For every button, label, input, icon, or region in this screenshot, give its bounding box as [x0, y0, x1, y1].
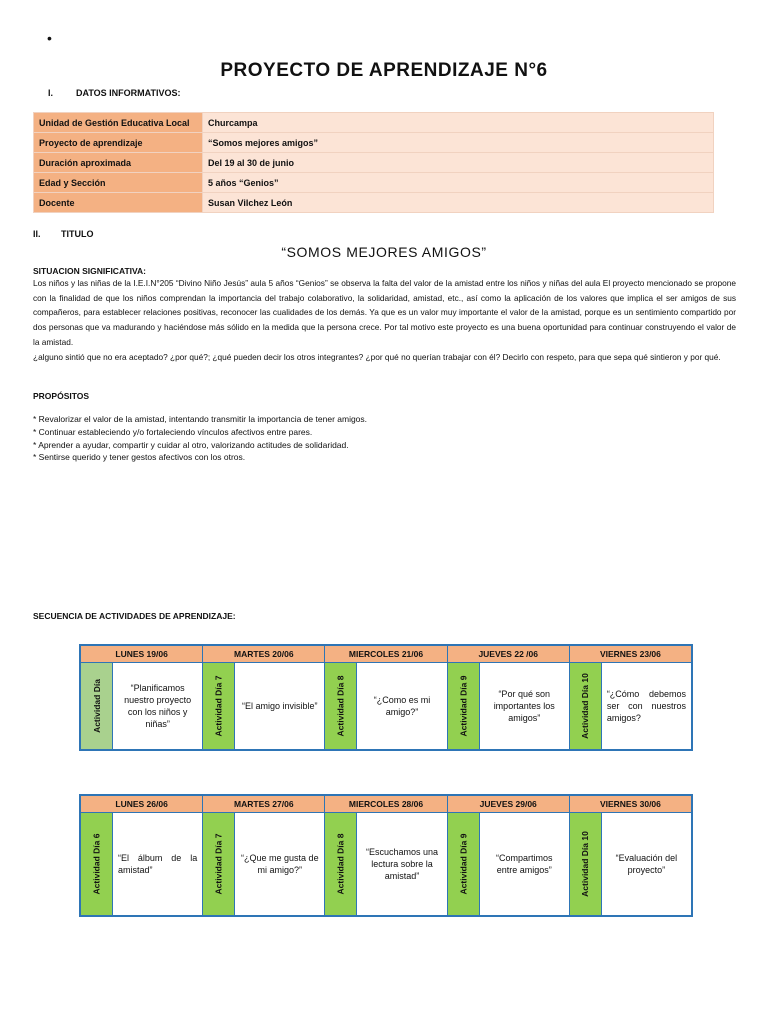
activity-cell: [202, 663, 324, 749]
activity-text: “Planificamos nuestro proyecto con los niños y niñas”: [124, 683, 192, 729]
activity-text: “Evaluación del proyecto”: [615, 853, 678, 875]
info-value: Del 19 al 30 de junio: [203, 153, 714, 173]
day-header: VIERNES 30/06: [569, 796, 691, 812]
activity-text: “El álbum de la amistad”: [118, 853, 198, 875]
activity-cell: [569, 663, 691, 749]
activity-text: “Por qué son importantes los amigos”: [493, 689, 555, 723]
info-row: [34, 173, 714, 193]
week1-day-header: [81, 646, 691, 662]
info-row: [34, 133, 714, 153]
info-label: Unidad de Gestión Educativa Local: [34, 113, 203, 133]
info-label: Docente: [34, 193, 203, 213]
section-number: I.: [48, 88, 54, 98]
activity-text: “Compartimos entre amigos”: [495, 853, 553, 875]
activity-day-label: Actividad Día 10: [570, 813, 602, 915]
activity-text: “¿Como es mi amigo?”: [373, 695, 431, 717]
proposito-item: * Revalorizar el valor de la amistad, intentando transmitir la importancia de tener amigos.: [33, 414, 368, 424]
activity-day-label: Actividad Día 7: [203, 663, 235, 749]
activity-day-label: Actividad Día 10: [570, 663, 602, 749]
info-value: “Somos mejores amigos”: [203, 133, 714, 153]
week2-day-header: [81, 796, 691, 812]
day-header: MIERCOLES 28/06: [324, 796, 446, 812]
section-titulo: [33, 229, 94, 239]
activity-day-label: Actividad Día 8: [325, 663, 357, 749]
proposito-item: * Sentirse querido y tener gestos afectivos con los otros.: [33, 452, 246, 463]
activity-cell: [324, 813, 446, 915]
proposito-item: * Aprender a ayudar, compartir y cuidar al otro, valorizando actitudes de solidaridad.: [33, 439, 349, 450]
document-title: PROYECTO DE APRENDIZAJE N°6: [220, 60, 548, 81]
activity-cell: [324, 663, 446, 749]
day-header: MIERCOLES 21/06: [324, 646, 446, 662]
propositos-list: [33, 413, 533, 464]
day-header: VIERNES 23/06: [569, 646, 691, 662]
week1-schedule: [79, 644, 693, 751]
activity-cell: [202, 813, 324, 915]
propositos-label: PROPÓSITOS: [33, 391, 90, 401]
info-value: Churcampa: [203, 113, 714, 133]
info-row: [34, 153, 714, 173]
situacion-question: ¿alguno sintió que no era aceptado? ¿por qué?; ¿qué pueden decir los otros integrantes? ¿por qué no querían trabajar con él? Decirlo con respeto, para que sepa qué sintieron y por qué.: [33, 351, 721, 362]
proposito-item: * Continuar estableciendo y/o fortaleciendo vínculos afectivos entre pares.: [33, 426, 313, 437]
week2-activities: [81, 812, 691, 915]
activity-day-label: Actividad Día: [81, 663, 113, 749]
situacion-label: SITUACION SIGNIFICATIVA:: [33, 266, 147, 276]
activity-text: “El amigo invisible”: [242, 701, 318, 711]
day-header: JUEVES 29/06: [447, 796, 569, 812]
info-value: 5 años “Genios”: [203, 173, 714, 193]
situacion-paragraph: Los niños y las niñas de la I.E.I.N°205 “Divino Niño Jesús” aula 5 años “Genios” se observa la falta del valor de la amistad entre los niños y niñas del aula El proyecto mencionado se propone con la finalidad de que los niños comprendan la importancia del trabajo colaborativo, la solidaridad, amistad, etc., así como la aplicación de los valores que implica el ser amigos de sus compañeros, para establecer relaciones positivas, reconocer las cualidades de los demás. Ya que es un valor muy importante el valor de la amistad, porque es un sentimiento compartido por dos personas que va madurando y haciéndose más sólido en la medida que la persona crece. Por tal motivo este proyecto es una buena oportunidad para continuar construyendo el valor de la amistad.: [33, 278, 736, 347]
project-subtitle: “SOMOS MEJORES AMIGOS”: [281, 244, 487, 260]
section-datos-informativos: [48, 88, 181, 98]
bullet: •: [47, 30, 52, 46]
situacion-text: [33, 276, 736, 364]
activity-cell: [81, 663, 202, 749]
info-label: Duración aproximada: [34, 153, 203, 173]
info-label: Proyecto de aprendizaje: [34, 133, 203, 153]
day-header: LUNES 26/06: [115, 799, 168, 809]
day-header: JUEVES 22 /06: [447, 646, 569, 662]
secuencia-label: SECUENCIA DE ACTIVIDADES DE APRENDIZAJE:: [33, 611, 236, 621]
activity-text: “Escuchamos una lectura sobre la amistad”: [365, 847, 439, 881]
info-label: Edad y Sección: [34, 173, 203, 193]
activity-day-label: Actividad Día 6: [81, 813, 113, 915]
section-label: TITULO: [61, 229, 94, 239]
day-header: MARTES 20/06: [202, 646, 324, 662]
activity-cell: [569, 813, 691, 915]
info-row: [34, 113, 714, 133]
activity-day-label: Actividad Día 8: [325, 813, 357, 915]
activity-day-label: Actividad Día 9: [448, 813, 480, 915]
info-value: Susan Vilchez León: [203, 193, 714, 213]
info-table: [33, 112, 714, 213]
section-label: DATOS INFORMATIVOS:: [76, 88, 181, 98]
week2-schedule: [79, 794, 693, 917]
activity-cell: [447, 663, 569, 749]
day-header: LUNES 19/06: [115, 649, 168, 659]
activity-day-label: Actividad Día 9: [448, 663, 480, 749]
section-number: II.: [33, 229, 41, 239]
week1-activities: [81, 662, 691, 749]
activity-cell: [81, 813, 202, 915]
day-header: MARTES 27/06: [202, 796, 324, 812]
activity-cell: [447, 813, 569, 915]
activity-day-label: Actividad Día 7: [203, 813, 235, 915]
activity-text: “¿Que me gusta de mi amigo?”: [241, 853, 319, 875]
activity-text: “¿Cómo debemos ser con nuestros amigos?: [606, 689, 687, 723]
info-row: [34, 193, 714, 213]
